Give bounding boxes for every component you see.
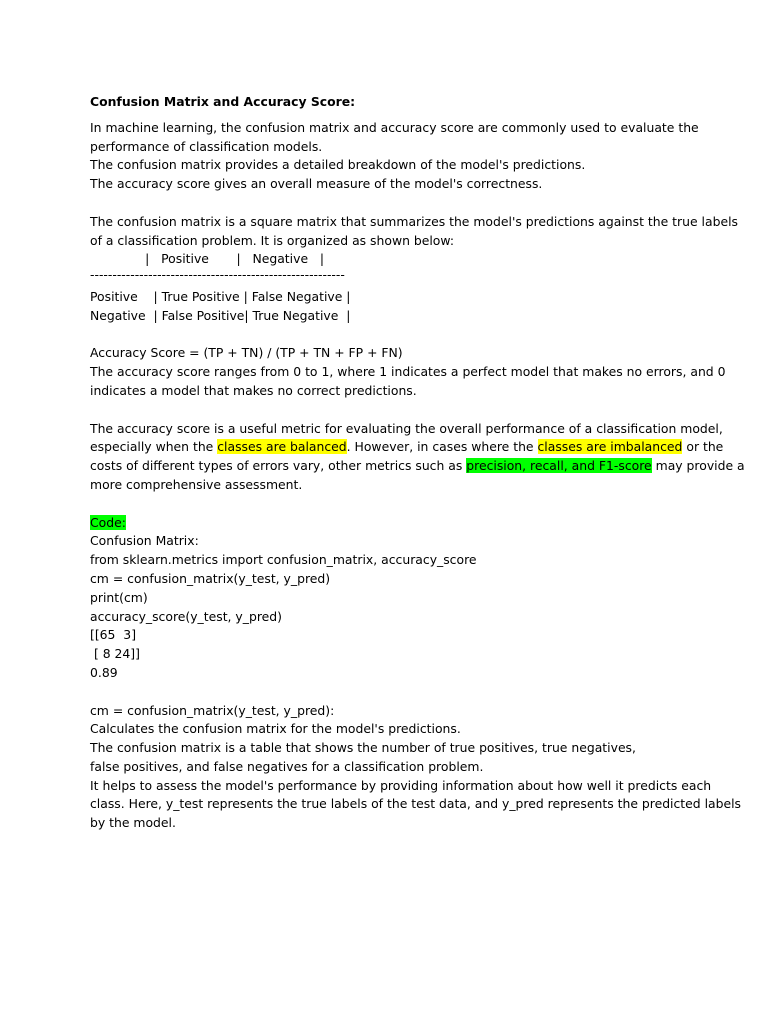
matrix-row-negative: Negative | False Positive| True Negative |: [90, 307, 351, 323]
useful-line: more comprehensive assessment.: [90, 476, 303, 492]
matrix-desc-line: The confusion matrix is a square matrix that summarizes the model's predictions against the true labels: [90, 213, 738, 229]
explain-line: false positives, and false negatives for a classification problem.: [90, 758, 484, 774]
spacer: [90, 401, 690, 420]
explain-line: It helps to assess the model's performance by providing information about how well it predicts each: [90, 777, 712, 793]
code-line: print(cm): [90, 589, 148, 605]
code-section: [90, 514, 690, 683]
intro-line: The confusion matrix provides a detailed breakdown of the model's predictions.: [90, 157, 586, 173]
accuracy-line: The accuracy score ranges from 0 to 1, where 1 indicates a perfect model that makes no errors, and 0: [90, 364, 726, 380]
code-label: Code:: [90, 514, 126, 530]
spacer: [90, 112, 690, 119]
useful-line: The accuracy score is a useful metric for evaluating the overall performance of a classification model,: [90, 420, 723, 436]
intro-line: In machine learning, the confusion matrix and accuracy score are commonly used to evaluate the: [90, 119, 699, 135]
explain-line: class. Here, y_test represents the true labels of the test data, and y_pred represents the predicted labels: [90, 796, 742, 812]
spacer: [90, 326, 690, 345]
accuracy-line: indicates a model that makes no correct predictions.: [90, 382, 417, 398]
document-page: [90, 93, 745, 833]
highlight-classes-balanced: classes are balanced: [217, 439, 347, 455]
intro-paragraph: [90, 119, 699, 194]
code-line: from sklearn.metrics import confusion_matrix, accuracy_score: [90, 552, 477, 568]
matrix-desc-line: of a classification problem. It is organized as shown below:: [90, 232, 455, 248]
explain-line: by the model.: [90, 815, 176, 831]
spacer: [90, 495, 690, 514]
code-line: cm = confusion_matrix(y_test, y_pred): [90, 570, 331, 586]
text-segment: or the: [682, 439, 724, 455]
code-output-line: [[65 3]: [90, 627, 137, 643]
text-segment: may provide a: [651, 458, 745, 474]
code-output-line: [ 8 24]]: [90, 646, 140, 662]
accuracy-formula: Accuracy Score = (TP + TN) / (TP + TN + FP + FN): [90, 345, 403, 361]
useful-metric-paragraph: [90, 420, 745, 495]
useful-line: [90, 438, 724, 457]
matrix-header-row: | Positive | Negative |: [90, 251, 325, 267]
matrix-text-table: [90, 250, 690, 325]
explain-line: The confusion matrix is a table that shows the number of true positives, true negatives,: [90, 740, 636, 756]
spacer: [90, 683, 690, 702]
code-label-line: [90, 514, 690, 533]
text-segment: especially when the: [90, 439, 218, 455]
code-output-line: 0.89: [90, 664, 118, 680]
spacer: [90, 194, 690, 213]
intro-line: performance of classification models.: [90, 138, 323, 154]
code-line: accuracy_score(y_test, y_pred): [90, 608, 282, 624]
useful-line: [90, 457, 745, 476]
explain-line: cm = confusion_matrix(y_test, y_pred):: [90, 702, 335, 718]
accuracy-paragraph: [90, 344, 726, 400]
intro-line: The accuracy score gives an overall measure of the model's correctness.: [90, 176, 543, 192]
code-line: Confusion Matrix:: [90, 533, 199, 549]
matrix-divider: ---------------------------------------------------------: [90, 267, 345, 283]
text-segment: costs of different types of errors vary, other metrics such as: [90, 458, 467, 474]
highlight-precision-recall-f1: precision, recall, and F1-score: [466, 458, 652, 474]
explanation-paragraph: [90, 702, 742, 834]
explain-line: Calculates the confusion matrix for the model's predictions.: [90, 721, 461, 737]
document-title: Confusion Matrix and Accuracy Score:: [90, 94, 356, 109]
matrix-description: [90, 213, 738, 251]
matrix-row-positive: Positive | True Positive | False Negative |: [90, 288, 351, 304]
highlight-classes-imbalanced: classes are imbalanced: [537, 439, 683, 455]
text-segment: . However, in cases where the: [346, 439, 538, 455]
